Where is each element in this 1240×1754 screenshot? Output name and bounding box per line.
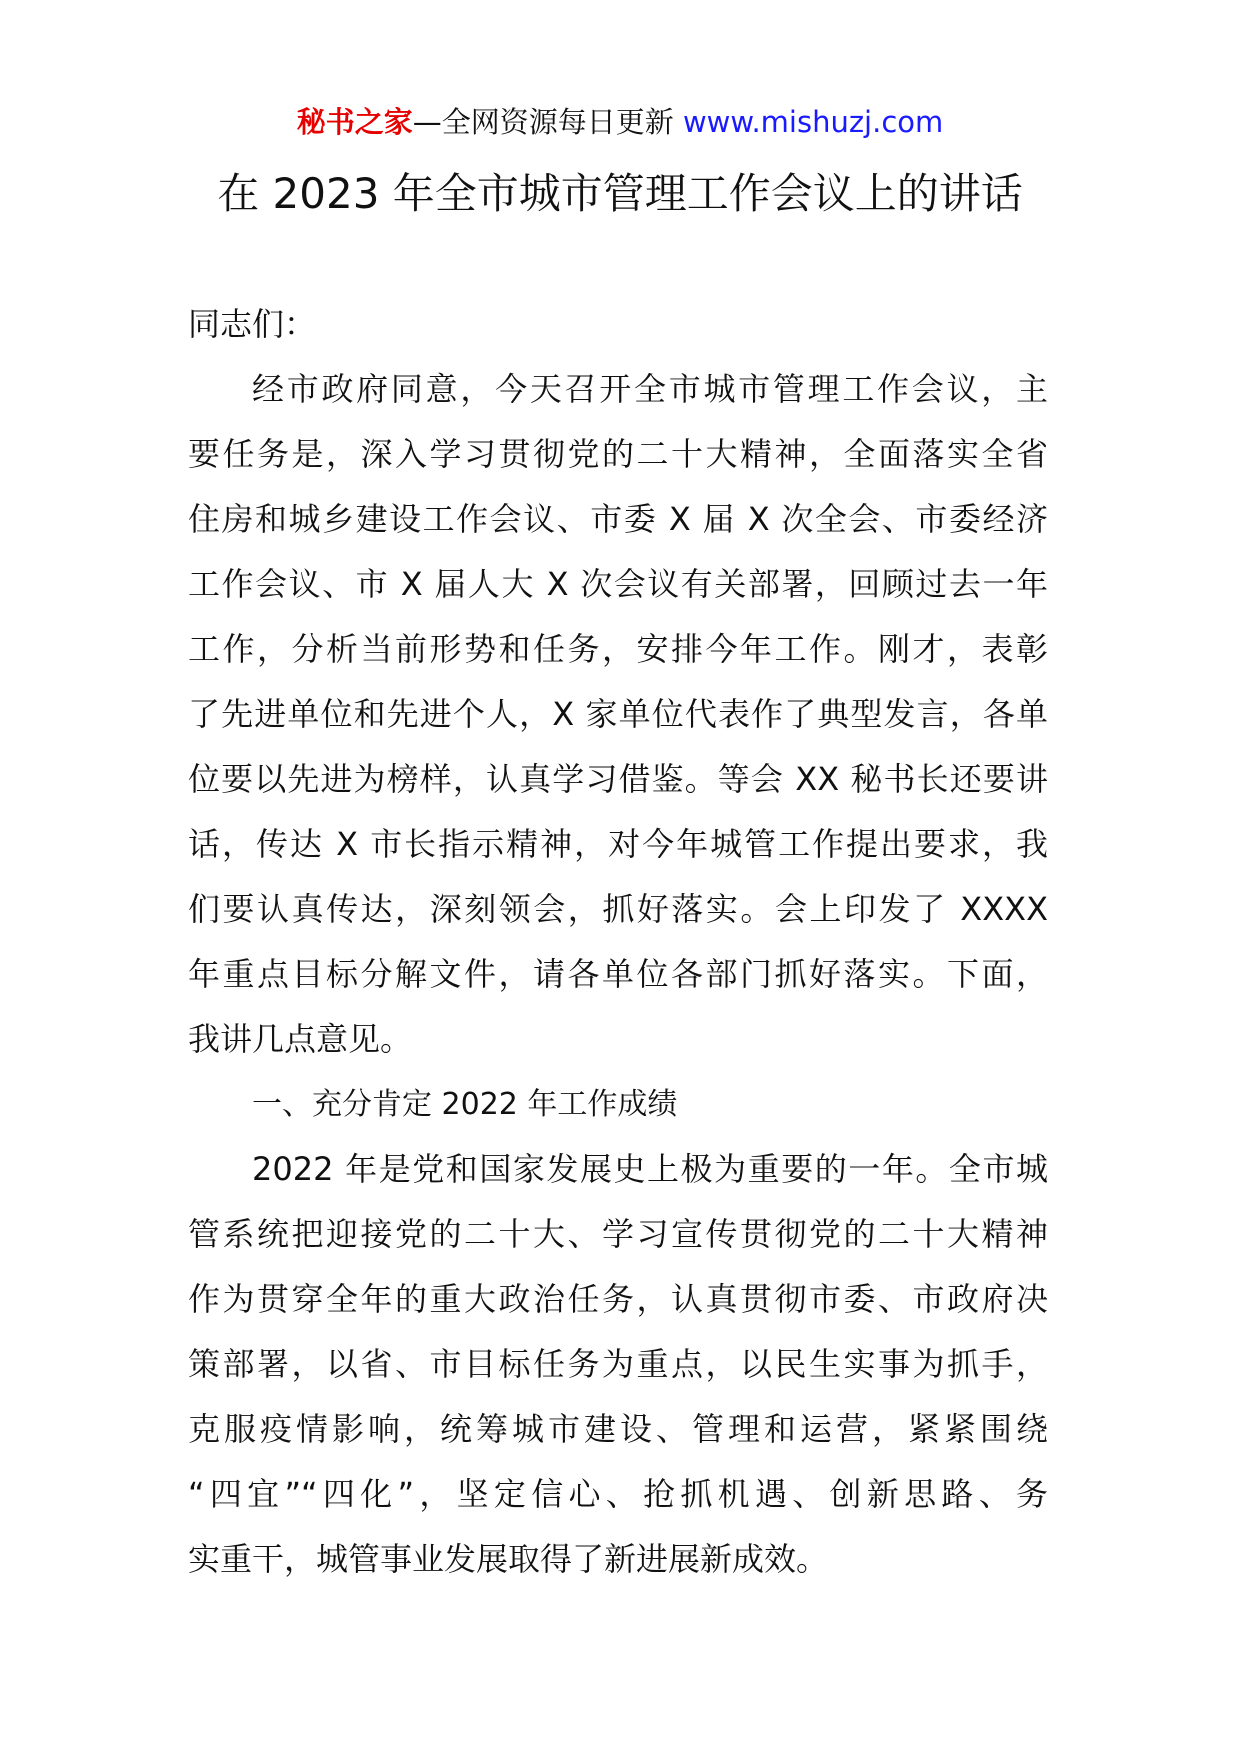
website-link[interactable]: www.mishuzj.com (682, 105, 944, 139)
paragraph-line: 话，传达 X 市长指示精神，对今年城管工作提出要求，我 (188, 825, 1048, 863)
paragraph-line: 们要认真传达，深刻领会，抓好落实。会上印发了 XXXX (188, 890, 1048, 928)
paragraph-line: 管系统把迎接党的二十大、学习宣传贯彻党的二十大精神 (188, 1215, 1048, 1253)
document-title: 在 2023 年全市城市管理工作会议上的讲话 (217, 169, 1023, 218)
paragraph-line: 作为贯穿全年的重大政治任务，认真贯彻市委、市政府决 (188, 1280, 1048, 1318)
paragraph-line: 年重点目标分解文件，请各单位各部门抓好落实。下面， (188, 955, 1048, 993)
paragraph-line: 我讲几点意见。 (188, 1020, 413, 1058)
section-heading: 一、充分肯定 2022 年工作成绩 (252, 1087, 678, 1122)
greeting: 同志们： (188, 305, 317, 343)
page-header (0, 100, 1240, 144)
paragraph-line: 经市政府同意，今天召开全市城市管理工作会议，主 (252, 370, 1048, 408)
paragraph-line: 工作会议、市 X 届人大 X 次会议有关部署，回顾过去一年 (188, 565, 1048, 603)
header-tagline: —全网资源每日更新 (412, 105, 683, 139)
paragraph-line: “四宜”“四化”，坚定信心、抢抓机遇、创新思路、务 (188, 1475, 1048, 1513)
brand-name: 秘书之家 (296, 105, 413, 139)
paragraph-line: 克服疫情影响，统筹城市建设、管理和运营，紧紧围绕 (188, 1410, 1048, 1448)
paragraph-line: 工作，分析当前形势和任务，安排今年工作。刚才，表彰 (188, 630, 1048, 668)
document-body (188, 292, 1048, 1592)
paragraph-line: 策部署，以省、市目标任务为重点，以民生实事为抓手， (188, 1345, 1048, 1383)
paragraph-line: 2022 年是党和国家发展史上极为重要的一年。全市城 (252, 1150, 1048, 1188)
paragraph-line: 了先进单位和先进个人，X 家单位代表作了典型发言，各单 (188, 695, 1048, 733)
paragraph-line: 实重干，城管事业发展取得了新进展新成效。 (188, 1540, 829, 1578)
paragraph-line: 位要以先进为榜样，认真学习借鉴。等会 XX 秘书长还要讲 (188, 760, 1048, 798)
paragraph-line: 要任务是，深入学习贯彻党的二十大精神，全面落实全省 (188, 435, 1048, 473)
paragraph-line: 住房和城乡建设工作会议、市委 X 届 X 次全会、市委经济 (188, 500, 1048, 538)
